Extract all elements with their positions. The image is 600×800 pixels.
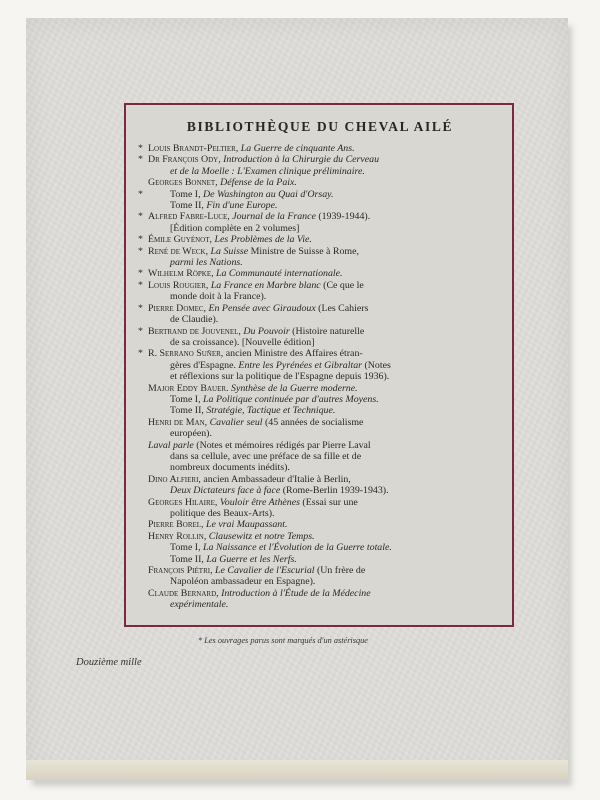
entry-note: politique des Beaux-Arts). bbox=[170, 508, 275, 519]
catalog-entry bbox=[138, 143, 502, 154]
catalog-entry bbox=[138, 474, 502, 497]
volume-label: Tome I, bbox=[170, 542, 204, 554]
entry-note: de Claudie). bbox=[170, 314, 219, 326]
entry-line bbox=[148, 428, 502, 439]
catalog-entry bbox=[138, 303, 502, 326]
catalog-entry bbox=[138, 383, 502, 394]
entry-title: expérimentale. bbox=[170, 599, 229, 611]
entry-line bbox=[148, 360, 502, 371]
entry-line bbox=[148, 314, 502, 325]
entry-note: et réflexions sur la politique de l'Espagne depuis 1936). bbox=[170, 371, 390, 383]
entry-line bbox=[148, 588, 502, 599]
entry-line bbox=[148, 211, 502, 222]
entry-author: François Piétri, bbox=[148, 565, 213, 577]
entry-note: (Notes bbox=[364, 359, 391, 371]
asterisk-mark: * bbox=[138, 268, 143, 280]
entry-title: Cavalier seul bbox=[209, 416, 263, 428]
catalog-entry bbox=[138, 440, 502, 474]
entry-author: Bertrand de Jouvenel, bbox=[148, 325, 241, 337]
entry-author: R. Serrano Suñer, bbox=[148, 348, 224, 360]
entry-note: (Un frère de bbox=[316, 565, 366, 577]
entry-title: La France en Marbre blanc bbox=[210, 279, 321, 291]
entry-title: Entre les Pyrénées et Gibraltar bbox=[238, 359, 363, 371]
catalog-entry bbox=[138, 405, 502, 416]
catalog-entry bbox=[138, 154, 502, 177]
entry-title: Introduction à l'Étude de la Médecine bbox=[221, 587, 371, 599]
entry-title: La Naissance et l'Évolution de la Guerre totale. bbox=[203, 542, 392, 554]
catalog-entry bbox=[138, 280, 502, 303]
entry-line bbox=[148, 440, 502, 451]
entry-note: (Histoire naturelle bbox=[292, 325, 365, 337]
volume-label: Tome II, bbox=[170, 553, 207, 565]
entry-note: monde doit à la France). bbox=[170, 291, 267, 303]
entry-note: [Édition complète en 2 volumes] bbox=[170, 222, 300, 234]
entry-line bbox=[148, 291, 502, 302]
entry-author: Émile Guyénot, bbox=[148, 234, 212, 246]
entry-author: Georges Hilaire, bbox=[148, 496, 218, 508]
catalog-entry bbox=[138, 246, 502, 269]
entry-line bbox=[148, 348, 502, 359]
catalog-entry bbox=[138, 497, 502, 520]
edition-label: Douzième mille bbox=[76, 657, 142, 668]
catalog-entry bbox=[138, 565, 502, 588]
entry-author: Claude Bernard, bbox=[148, 587, 219, 599]
entry-line bbox=[148, 223, 502, 234]
entry-line bbox=[148, 143, 502, 154]
entry-note: dans sa cellule, avec une préface de sa fille et de bbox=[170, 450, 362, 462]
entry-line bbox=[148, 280, 502, 291]
catalog-entry bbox=[138, 531, 502, 542]
catalog-entry bbox=[138, 554, 502, 565]
entry-author: Georges Bonnet, bbox=[148, 177, 218, 189]
entry-note: (Ce que le bbox=[323, 279, 364, 291]
catalog-entry bbox=[138, 348, 502, 382]
entry-title: La Suisse bbox=[210, 245, 249, 257]
catalog-entry bbox=[138, 417, 502, 440]
entry-title: et de la Moelle : L'Examen clinique préliminaire. bbox=[170, 165, 365, 177]
entry-title: Le Cavalier de l'Escurial bbox=[215, 565, 315, 577]
entry-line bbox=[148, 531, 502, 542]
entry-line bbox=[148, 337, 502, 348]
entry-title: Fin d'une Europe. bbox=[206, 200, 278, 212]
entry-line bbox=[148, 417, 502, 428]
entry-title: Laval parle bbox=[148, 439, 194, 451]
catalog-panel bbox=[124, 103, 514, 627]
entry-title: Synthèse de la Guerre moderne. bbox=[231, 382, 358, 394]
catalog-entry bbox=[138, 211, 502, 234]
entry-line bbox=[148, 599, 502, 610]
catalog-entry bbox=[138, 519, 502, 530]
entry-line bbox=[148, 246, 502, 257]
asterisk-mark: * bbox=[138, 348, 143, 360]
entry-note: (45 années de socialisme bbox=[264, 416, 364, 428]
asterisk-mark: * bbox=[138, 188, 143, 200]
catalog-entry bbox=[138, 542, 502, 553]
entry-line bbox=[148, 405, 502, 416]
entry-author: Dino Alfieri, bbox=[148, 473, 201, 485]
entry-title: Les Problèmes de la Vie. bbox=[214, 234, 312, 246]
entry-line bbox=[148, 257, 502, 268]
entry-line bbox=[148, 234, 502, 245]
entry-line bbox=[148, 474, 502, 485]
entry-title: parmi les Nations. bbox=[170, 257, 243, 269]
entry-author: Pierre Domec, bbox=[148, 302, 207, 314]
entry-author: Louis Rougier, bbox=[148, 279, 209, 291]
entry-title: La Guerre et les Nerfs. bbox=[206, 553, 297, 565]
entry-line bbox=[148, 177, 502, 188]
asterisk-mark: * bbox=[138, 234, 143, 246]
catalog-entry bbox=[138, 200, 502, 211]
entry-note: nombreux documents inédits). bbox=[170, 462, 290, 474]
catalog-entry bbox=[138, 394, 502, 405]
entry-line bbox=[148, 554, 502, 565]
entry-line bbox=[148, 519, 502, 530]
catalog-entry bbox=[138, 234, 502, 245]
catalog-title: BIBLIOTHÈQUE DU CHEVAL AILÉ bbox=[186, 119, 454, 134]
entry-title: Clausewitz et notre Temps. bbox=[208, 530, 315, 542]
entry-title: Deux Dictateurs face à face bbox=[170, 485, 281, 497]
entry-title: La Politique continuée par d'autres Moyens. bbox=[203, 393, 379, 405]
asterisk-mark: * bbox=[138, 245, 143, 257]
volume-label: Tome I, bbox=[170, 393, 204, 405]
entry-author: René de Weck, bbox=[148, 245, 209, 257]
entry-line bbox=[148, 326, 502, 337]
entry-note: (Notes et mémoires rédigés par Pierre Laval bbox=[196, 439, 371, 451]
entry-note: (Les Cahiers bbox=[318, 302, 369, 314]
asterisk-mark: * bbox=[138, 279, 143, 291]
entry-author: Henri de Man, bbox=[148, 416, 208, 428]
entry-line bbox=[148, 200, 502, 211]
entry-line bbox=[148, 565, 502, 576]
asterisk-mark: * bbox=[138, 143, 143, 154]
entry-author: Wilhelm Röpke, bbox=[148, 268, 214, 280]
entry-note: (Rome-Berlin 1939-1943). bbox=[282, 485, 389, 497]
entry-note: ancien Ministre des Affaires étran- bbox=[225, 348, 363, 360]
entry-line bbox=[148, 576, 502, 587]
entry-line bbox=[148, 462, 502, 473]
entry-line bbox=[148, 154, 502, 165]
asterisk-mark: * bbox=[138, 211, 143, 223]
entry-line bbox=[148, 508, 502, 519]
entry-note: Ministre de Suisse à Rome, bbox=[250, 245, 359, 257]
entry-author: Alfred Fabre-Luce, bbox=[148, 211, 230, 223]
entry-title: Le vrai Maupassant. bbox=[205, 519, 288, 531]
entry-title: Du Pouvoir bbox=[243, 325, 290, 337]
entry-title: En Pensée avec Giraudoux bbox=[208, 302, 316, 314]
entry-note: (1939-1944). bbox=[318, 211, 371, 223]
volume-label: Tome I, bbox=[170, 188, 204, 200]
entry-title: De Washington au Quai d'Orsay. bbox=[203, 188, 334, 200]
entry-note: (Essai sur une bbox=[302, 496, 358, 508]
catalog-entry bbox=[138, 588, 502, 611]
entry-author: Henry Rollin, bbox=[148, 530, 207, 542]
catalog-entry bbox=[138, 268, 502, 279]
asterisk-footnote: * Les ouvrages parus sont marqués d'un astérisque bbox=[198, 636, 368, 645]
entry-note: de sa croissance). [Nouvelle édition] bbox=[170, 336, 315, 348]
entry-note: ancien Ambassadeur d'Italie à Berlin, bbox=[203, 473, 351, 485]
volume-label: Tome II, bbox=[170, 405, 207, 417]
entry-note: gères d'Espagne. bbox=[170, 359, 236, 371]
entry-author: Louis Brandt-Peltier, bbox=[148, 143, 239, 154]
entry-line bbox=[148, 485, 502, 496]
entry-title: La Communauté internationale. bbox=[216, 268, 343, 280]
entry-author: Major Eddy Bauer. bbox=[148, 382, 229, 394]
entry-line bbox=[148, 394, 502, 405]
entry-title: Stratégie, Tactique et Technique. bbox=[206, 405, 336, 417]
entry-line bbox=[148, 371, 502, 382]
entry-title: Vouloir être Athènes bbox=[219, 496, 300, 508]
entry-line bbox=[148, 497, 502, 508]
entry-line bbox=[148, 189, 502, 200]
entry-author: Dr François Ody, bbox=[148, 154, 221, 166]
catalog-entry bbox=[138, 189, 502, 200]
page-edge bbox=[26, 760, 568, 780]
asterisk-mark: * bbox=[138, 302, 143, 314]
catalog-entry bbox=[138, 326, 502, 349]
entry-title: Défense de la Paix. bbox=[220, 177, 297, 189]
entry-title: Journal de la France bbox=[232, 211, 316, 223]
entry-line bbox=[148, 383, 502, 394]
entry-note: européen). bbox=[170, 428, 212, 440]
volume-label: Tome II, bbox=[170, 200, 207, 212]
entry-line bbox=[148, 268, 502, 279]
catalog-list bbox=[138, 143, 502, 611]
asterisk-mark: * bbox=[138, 154, 143, 166]
catalog-entry bbox=[138, 177, 502, 188]
asterisk-mark: * bbox=[138, 325, 143, 337]
entry-line bbox=[148, 166, 502, 177]
entry-line bbox=[148, 303, 502, 314]
entry-author: Pierre Borel, bbox=[148, 519, 204, 531]
entry-line bbox=[148, 542, 502, 553]
entry-title: Introduction à la Chirurgie du Cerveau bbox=[223, 154, 380, 166]
entry-title: La Guerre de cinquante Ans. bbox=[240, 143, 355, 154]
entry-line bbox=[148, 451, 502, 462]
entry-note: Napoléon ambassadeur en Espagne). bbox=[170, 576, 316, 588]
